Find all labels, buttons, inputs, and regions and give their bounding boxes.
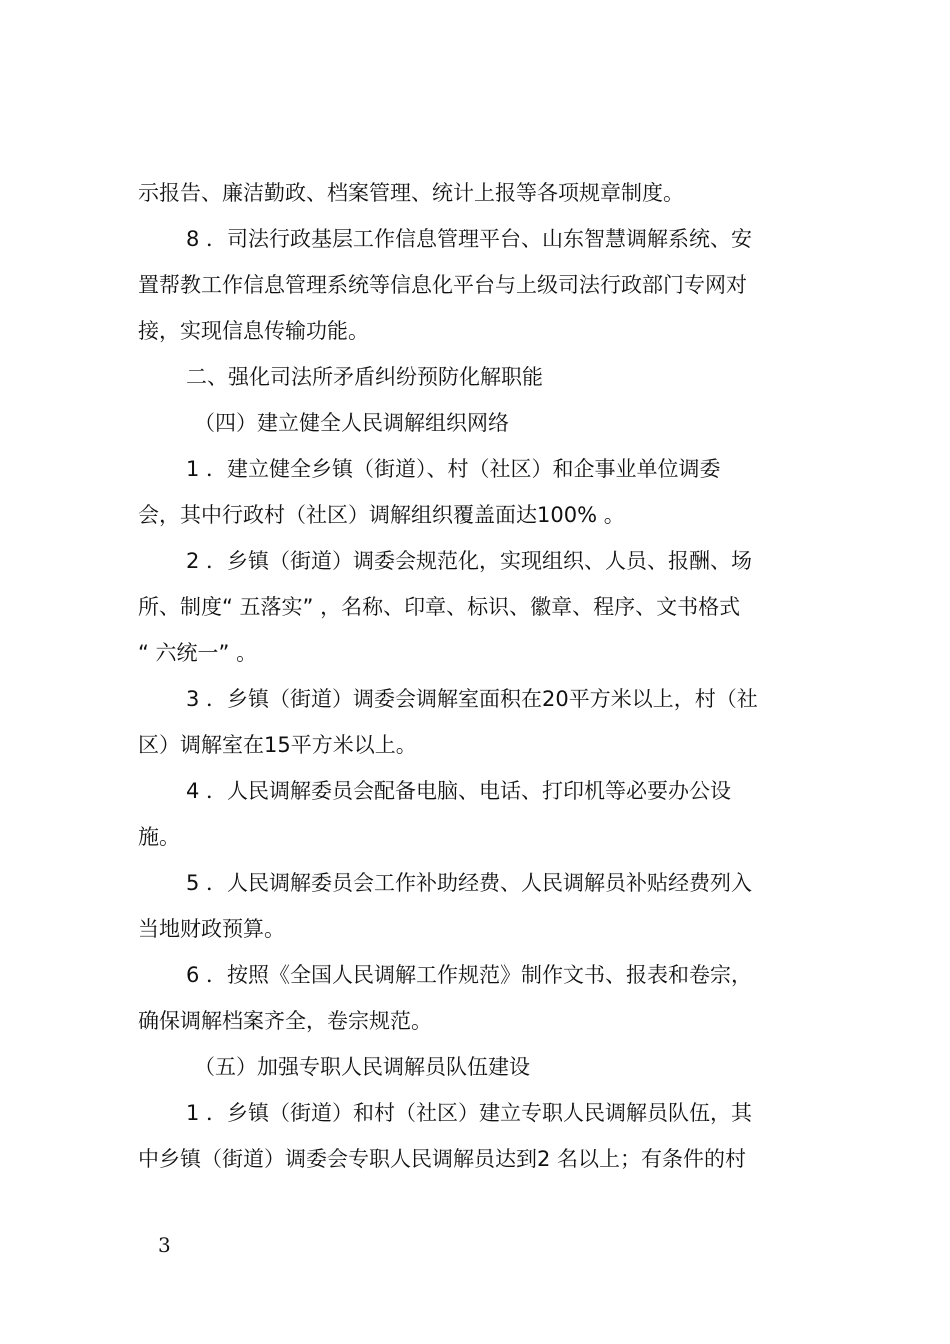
paragraph-line: 6 ．按照《全国人民调解工作规范》制作文书、报表和卷宗， [186, 963, 753, 987]
paragraph-line: 会，其中行政村（社区）调解组织覆盖面达100% 。 [138, 503, 625, 527]
subsection-heading: （四）建立健全人民调解组织网络 [194, 411, 509, 435]
paragraph-line: 8 ．司法行政基层工作信息管理平台、山东智慧调解系统、安 [186, 227, 753, 251]
paragraph-line: 1 ．建立健全乡镇（街道）、村（社区）和企事业单位调委 [186, 457, 721, 481]
paragraph-line: 示报告、廉洁勤政、档案管理、统计上报等各项规章制度。 [138, 181, 684, 205]
paragraph-line: 当地财政预算。 [138, 917, 285, 941]
body-text [138, 170, 822, 1182]
paragraph-line: “ 六统一” 。 [138, 641, 258, 665]
paragraph-line: 所、制度“ 五落实” ，名称、印章、标识、徽章、程序、文书格式 [138, 595, 741, 619]
paragraph-line: 置帮教工作信息管理系统等信息化平台与上级司法行政部门专网对 [138, 273, 747, 297]
subsection-heading: （五）加强专职人民调解员队伍建设 [194, 1055, 530, 1079]
paragraph-line: 确保调解档案齐全，卷宗规范。 [138, 1009, 432, 1033]
paragraph-line: 区）调解室在15平方米以上。 [138, 733, 417, 757]
paragraph-line: 施。 [138, 825, 180, 849]
paragraph-line: 1 ．乡镇（街道）和村（社区）建立专职人民调解员队伍，其 [186, 1101, 753, 1125]
paragraph-line: 3 ．乡镇（街道）调委会调解室面积在20平方米以上，村（社 [186, 687, 758, 711]
paragraph-line: 4 ．人民调解委员会配备电脑、电话、打印机等必要办公设 [186, 779, 732, 803]
paragraph-line: 中乡镇（街道）调委会专职人民调解员达到2 名以上；有条件的村 [138, 1147, 747, 1171]
paragraph-line: 接，实现信息传输功能。 [138, 319, 369, 343]
paragraph-line: 2 ．乡镇（街道）调委会规范化，实现组织、人员、报酬、场 [186, 549, 753, 573]
section-heading: 二、强化司法所矛盾纠纷预防化解职能 [186, 365, 543, 389]
page-number: 3 [158, 1233, 171, 1257]
paragraph-line: 5 ．人民调解委员会工作补助经费、人民调解员补贴经费列入 [186, 871, 753, 895]
